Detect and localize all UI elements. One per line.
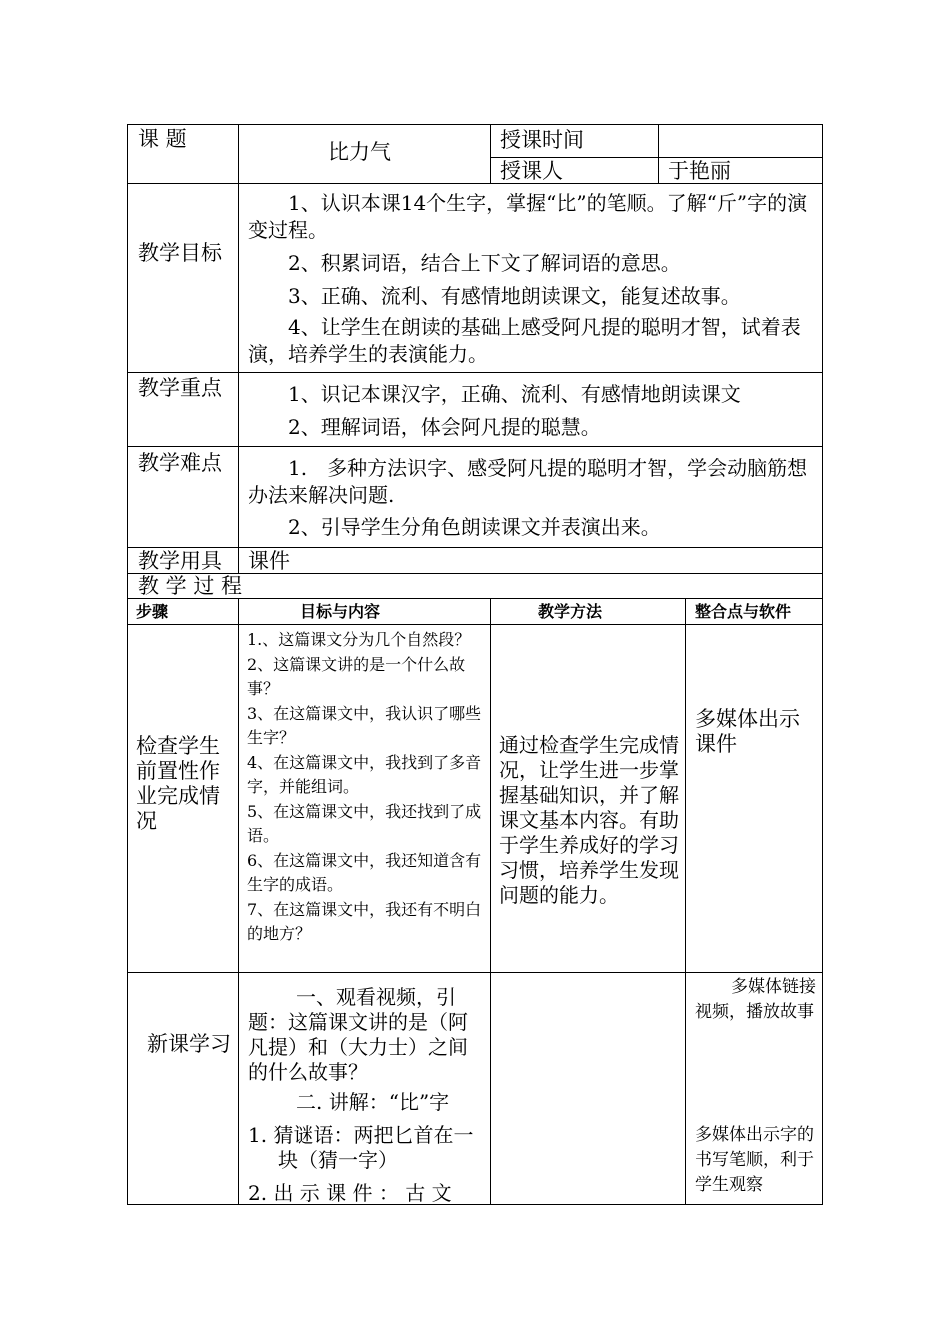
difficulty-item: 2、引导学生分角色朗读课文并表演出来。 [288,515,661,539]
topic-value: 比力气 [328,140,391,164]
column-header: 步骤 [136,602,169,621]
method-text: 通过检查学生完成情况，让学生进一步掌握基础知识，并了解课文基本内容。有助于学生养成好的学习习惯，培养学生发现问题的能力。 [499,733,679,907]
goals-label: 教学目标 [138,241,222,265]
software-text: 多媒体链接视频，播放故事 [695,977,816,1022]
teacher-label: 授课人 [500,159,563,183]
teacher-value: 于艳丽 [668,159,731,183]
content-item: 2. 出 示 课 件 ： 古 文 [248,1181,452,1205]
list-item: 7、在这篇课文中，我还有不明白的地方？ [247,899,482,943]
time-label: 授课时间 [500,128,584,152]
list-item: 1.、这篇课文分为几个自然段？ [247,630,471,649]
column-header: 整合点与软件 [695,602,792,621]
list-item: 4、在这篇课文中，我找到了多音字，并能组词。 [247,752,482,796]
list-item: 3、在这篇课文中，我认识了哪些生字？ [247,703,482,747]
column-header: 教学方法 [538,602,603,621]
content-item: 一、观看视频，引题：这篇课文讲的是（阿凡提）和（大力士）之间的什么故事？ [248,985,468,1084]
content-item: 二. 讲解：“比”字 [296,1090,450,1114]
question-list [247,628,485,947]
tools-value: 课件 [248,549,290,573]
tools-label: 教学用具 [138,549,222,573]
goal-item: 4、让学生在朗读的基础上感受阿凡提的聪明才智，试着表演，培养学生的表演能力。 [248,315,801,366]
list-item: 6、在这篇课文中，我还知道含有生字的成语。 [247,850,482,894]
key-point-item: 1、识记本课汉字，正确、流利、有感情地朗读课文 [288,382,741,406]
key-points-label: 教学重点 [138,376,222,400]
list-item: 2、这篇课文讲的是一个什么故事？ [247,654,466,698]
list-item: 5、在这篇课文中，我还找到了成语。 [247,801,482,845]
key-point-item: 2、理解词语，体会阿凡提的聪慧。 [288,415,601,439]
topic-label: 课 题 [138,127,187,151]
goal-item: 3、正确、流利、有感情地朗读课文，能复述故事。 [288,284,741,308]
column-header: 目标与内容 [300,602,381,621]
content-item: 1. 猜谜语：两把匕首在一块（猜一字） [248,1123,474,1172]
goal-item: 2、积累词语，结合上下文了解词语的意思。 [288,251,681,275]
difficulty-item: 1. 多种方法识字、感受阿凡提的聪明才智，学会动脑筋想办法来解决问题. [248,456,808,507]
software-text: 多媒体出示字的书写笔顺，利于学生观察 [695,1125,814,1195]
difficulties-label: 教学难点 [138,451,222,475]
goal-item: 1、认识本课14个生字，掌握“比”的笔顺。了解“斤”字的演变过程。 [248,191,808,242]
software-text: 多媒体出示课件 [695,707,800,756]
step-label: 检查学生前置性作业完成情况 [136,734,220,833]
process-title: 教 学 过 程 [138,574,243,598]
step-label: 新课学习 [147,1032,231,1056]
